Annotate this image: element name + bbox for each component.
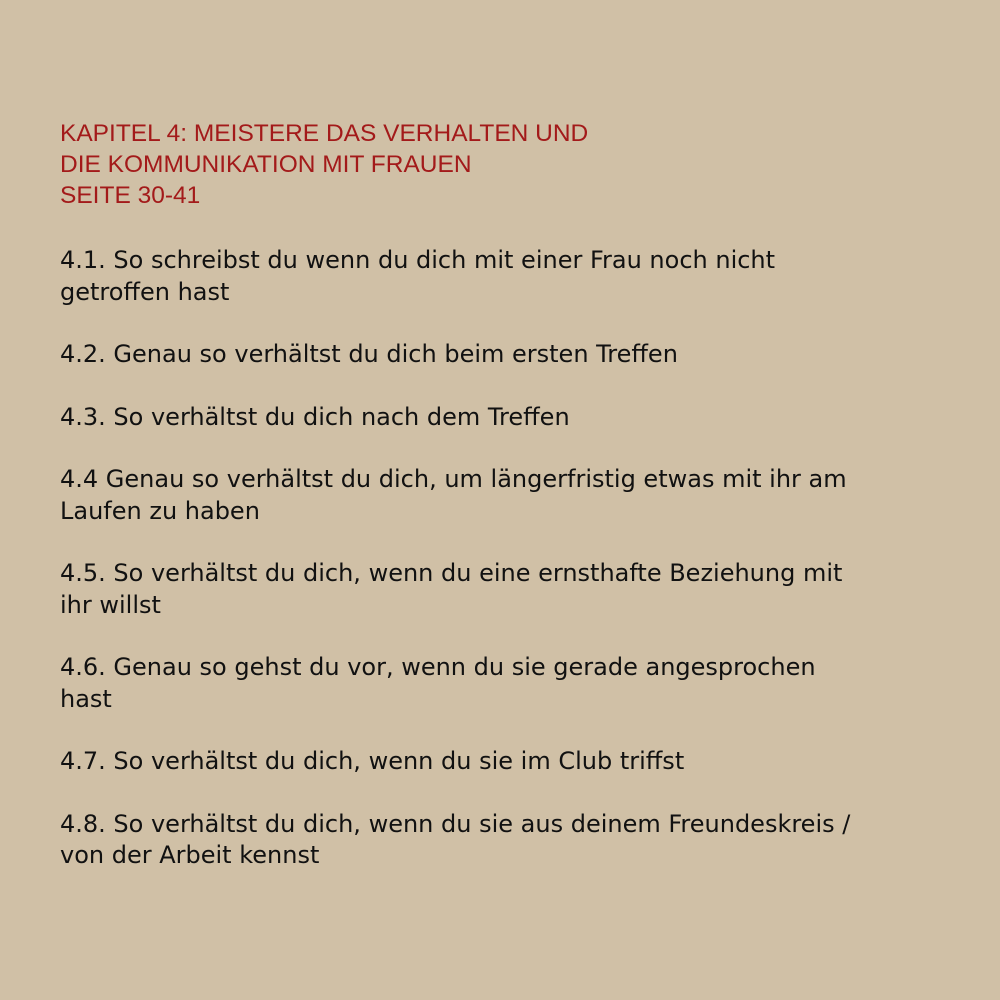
section-item-4-3: 4.3. So verhältst du dich nach dem Treffen	[60, 402, 570, 431]
chapter-heading	[60, 118, 920, 211]
section-item-4-5: 4.5. So verhältst du dich, wenn du eine ernsthafte Beziehung mit ihr willst	[60, 559, 843, 619]
section-item-4-7: 4.7. So verhältst du dich, wenn du sie im Club triffst	[60, 747, 685, 775]
section-item-4-8: 4.8. So verhältst du dich, wenn du sie aus deinem Freundeskreis / von der Arbeit kennst	[60, 809, 851, 869]
section-item-4-4: 4.4 Genau so verhältst du dich, um längerfristig etwas mit ihr am Laufen zu haben	[60, 465, 847, 525]
section-item-4-2: 4.2. Genau so verhältst du dich beim ersten Treffen	[60, 340, 678, 368]
section-list	[60, 245, 920, 872]
section-item-4-6: 4.6. Genau so gehst du vor, wenn du sie gerade angesprochen hast	[60, 653, 816, 713]
chapter-page-range: SEITE 30-41	[60, 182, 201, 209]
chapter-title-line-2: DIE KOMMUNIKATION MIT FRAUEN	[60, 151, 472, 178]
chapter-title-line-1: KAPITEL 4: MEISTERE DAS VERHALTEN UND	[60, 120, 589, 147]
section-item-4-1: 4.1. So schreibst du wenn du dich mit einer Frau noch nicht getroffen hast	[60, 246, 776, 306]
chapter-page	[60, 118, 920, 903]
